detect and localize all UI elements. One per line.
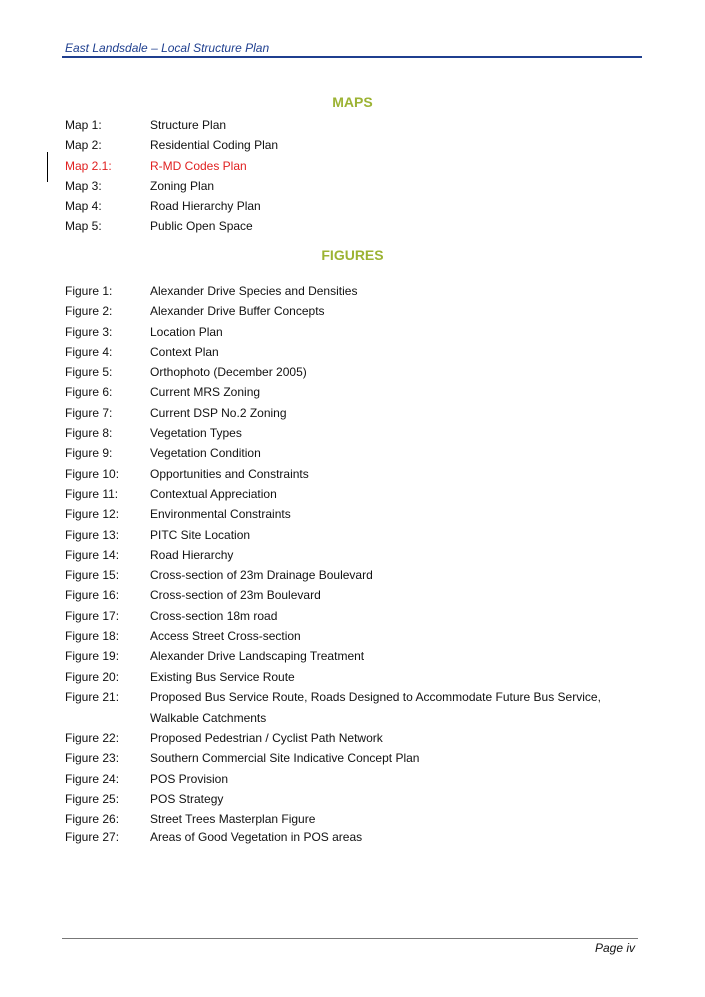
figure-title: Vegetation Types bbox=[150, 426, 242, 441]
figure-number: Figure 17: bbox=[65, 608, 120, 623]
map-number: Map 5: bbox=[65, 219, 102, 234]
figure-number: Figure 3: bbox=[65, 324, 113, 339]
figure-number: Figure 6: bbox=[65, 385, 113, 400]
figure-number: Figure 19: bbox=[65, 649, 120, 664]
figure-title: Proposed Bus Service Route, Roads Designed to Accommodate Future Bus Service, Walkable Catchments bbox=[150, 690, 601, 725]
figure-title: Street Trees Masterplan Figure bbox=[150, 812, 316, 827]
map-number: Map 1: bbox=[65, 118, 102, 132]
figure-title: Location Plan bbox=[150, 324, 223, 339]
map-title: Road Hierarchy Plan bbox=[150, 199, 261, 214]
figure-number: Figure 23: bbox=[65, 751, 120, 766]
figure-title: Southern Commercial Site Indicative Concept Plan bbox=[150, 751, 420, 766]
figure-number: Figure 16: bbox=[65, 588, 120, 603]
figure-title: Proposed Pedestrian / Cyclist Path Network bbox=[150, 730, 383, 745]
figure-number: Figure 10: bbox=[65, 466, 120, 481]
figure-number: Figure 26: bbox=[65, 812, 120, 827]
figure-title: Alexander Drive Buffer Concepts bbox=[150, 304, 325, 319]
map-title: Residential Coding Plan bbox=[150, 138, 279, 153]
figure-title: Areas of Good Vegetation in POS areas bbox=[150, 830, 363, 845]
figure-title: Vegetation Condition bbox=[150, 446, 261, 461]
figure-title: Alexander Drive Landscaping Treatment bbox=[150, 649, 365, 664]
figure-number: Figure 12: bbox=[65, 507, 120, 522]
figure-number: Figure 8: bbox=[65, 426, 113, 441]
figure-title: Environmental Constraints bbox=[150, 507, 291, 522]
page-number: Page iv bbox=[594, 941, 635, 955]
figure-number: Figure 27: bbox=[65, 830, 120, 845]
figure-number: Figure 24: bbox=[65, 771, 120, 786]
figure-number: Figure 5: bbox=[65, 365, 113, 380]
figure-number: Figure 2: bbox=[65, 304, 113, 319]
figure-number: Figure 18: bbox=[65, 629, 120, 644]
figure-number: Figure 20: bbox=[65, 669, 120, 684]
figure-number: Figure 22: bbox=[65, 730, 120, 745]
figure-title: Context Plan bbox=[150, 344, 219, 359]
figure-title: POS Provision bbox=[150, 771, 229, 786]
map-number: Map 4: bbox=[65, 199, 102, 214]
map-title: Zoning Plan bbox=[150, 178, 215, 193]
figure-number: Figure 1: bbox=[65, 284, 113, 298]
figure-title: Alexander Drive Species and Densities bbox=[150, 284, 358, 298]
figure-title: POS Strategy bbox=[150, 791, 224, 806]
figure-title: Current MRS Zoning bbox=[150, 385, 261, 400]
figure-number: Figure 11: bbox=[65, 486, 119, 501]
revision-change-bar bbox=[47, 152, 48, 182]
map-number: Map 2: bbox=[65, 138, 102, 153]
footer-divider bbox=[62, 938, 638, 939]
figures-heading: FIGURES bbox=[321, 247, 384, 263]
figure-number: Figure 4: bbox=[65, 344, 113, 359]
figure-title: Cross-section of 23m Drainage Boulevard bbox=[150, 568, 373, 583]
figure-title: Opportunities and Constraints bbox=[150, 466, 309, 481]
figure-title: Current DSP No.2 Zoning bbox=[150, 405, 287, 420]
figure-title: PITC Site Location bbox=[150, 527, 251, 542]
figure-number: Figure 13: bbox=[65, 527, 120, 542]
map-number: Map 3: bbox=[65, 178, 102, 193]
figure-title: Orthophoto (December 2005) bbox=[150, 365, 307, 380]
map-number: Map 2.1: bbox=[65, 158, 112, 173]
figure-title: Cross-section of 23m Boulevard bbox=[150, 588, 321, 603]
header-divider bbox=[62, 56, 642, 58]
figure-number: Figure 25: bbox=[65, 791, 120, 806]
figure-title: Road Hierarchy bbox=[150, 547, 234, 562]
map-title: R-MD Codes Plan bbox=[150, 158, 247, 173]
figure-number: Figure 7: bbox=[65, 405, 113, 420]
figure-title: Access Street Cross-section bbox=[150, 629, 301, 644]
figure-number: Figure 21: bbox=[65, 689, 120, 704]
document-header-title: East Landsdale – Local Structure Plan bbox=[65, 41, 270, 55]
map-title: Structure Plan bbox=[150, 118, 227, 132]
figure-number: Figure 15: bbox=[65, 568, 120, 583]
figure-title: Cross-section 18m road bbox=[150, 608, 278, 623]
figure-number: Figure 9: bbox=[65, 446, 113, 461]
figure-number: Figure 14: bbox=[65, 547, 120, 562]
figure-title: Existing Bus Service Route bbox=[150, 669, 295, 684]
figure-title: Contextual Appreciation bbox=[150, 486, 277, 501]
maps-heading: MAPS bbox=[332, 94, 373, 110]
map-title: Public Open Space bbox=[150, 219, 253, 234]
